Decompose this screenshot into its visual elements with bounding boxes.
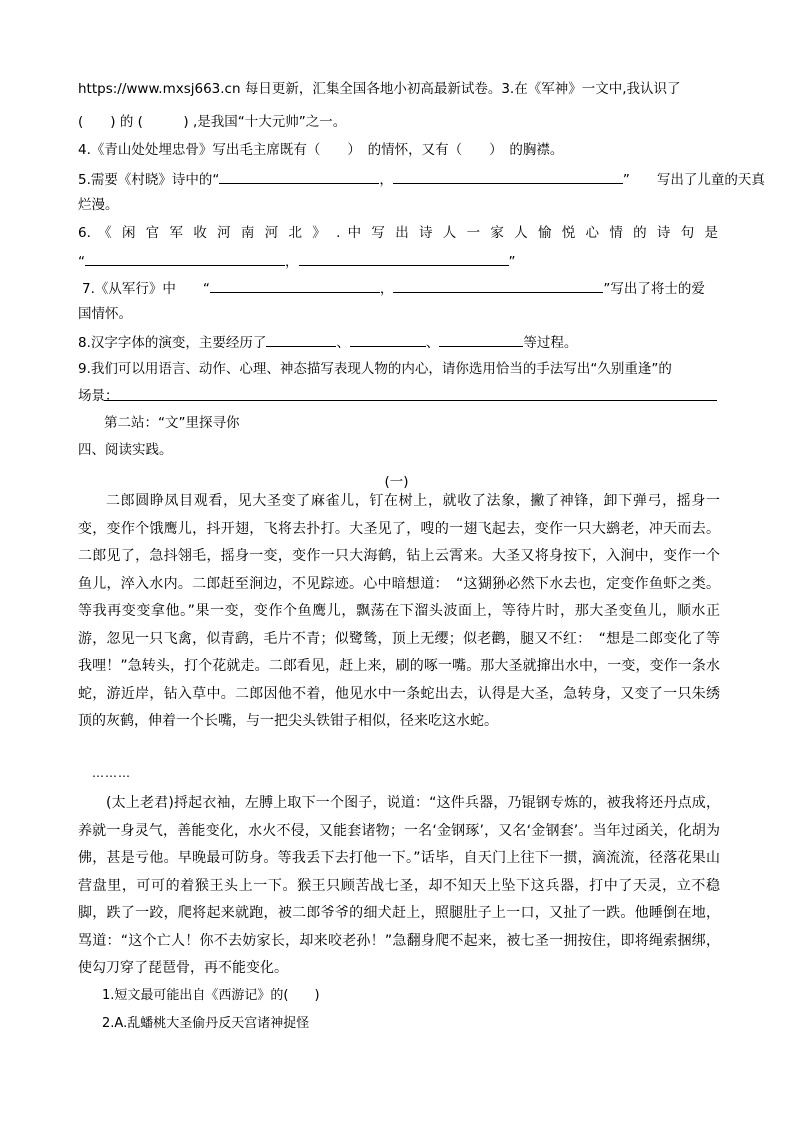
answer-blank[interactable]: [350, 332, 426, 347]
answer-blank[interactable]: [439, 332, 523, 347]
q7-sep: ，: [379, 281, 394, 297]
answer-blank[interactable]: [393, 169, 623, 184]
question-9: 9.我们可以用语言、动作、心理、神态描写表现人物的内心，请你选用恰当的手法写出“久别重逢”的: [78, 361, 672, 377]
q8-sep1: 、: [336, 335, 350, 351]
q7-prefix: 7.《从军行》中 “: [82, 281, 210, 297]
answer-blank[interactable]: [219, 169, 379, 184]
q6-close: ”: [508, 254, 516, 270]
answer-blank[interactable]: [266, 332, 336, 347]
answer-blank[interactable]: [85, 251, 285, 266]
passage-paragraph-1: 二郎圆睁凤目观看，见大圣变了麻雀儿，钉在树上，就收了法象，撇了神锋，卸下弹弓，摇身一变，变作个饿鹰儿，抖开翅，飞将去扑打。大圣见了，嗖的一翅飞起去，变作一只大鹚老，冲天而去。二郎见了，急抖翎毛，摇身一变，变作一只大海鹤，钻上云霄来。大圣又将身按下，入涧中，变作一个鱼儿，淬入水内。二郎赶至涧边，不见踪迹。心中暗想道： “这猢狲必然下水去也，定变作鱼虾之类。等我再变变拿他。”果一变，变作个鱼鹰儿，飘荡在下溜头波面上，等待片时，那大圣变鱼儿，顺水正游，忽见一只飞禽，似青鹞，毛片不青；似鹭鸶，顶上无缨；似老鹳，腿又不红： “想是二郎变化了等我哩！”急转头，打个花就走。二郎看见，赶上来，刷的啄一嘴。那大圣就撺出水中，一变，变作一条水蛇，游近岸，钻入草中。二郎因他不着，他见水中一条蛇出去，认得是大圣，急转身，又变了一只朱绣顶的灰鹤，伸着一个长嘴，与一把尖头铁钳子相似，径来吃这水蛇。: [78, 493, 720, 729]
answer-blank[interactable]: [393, 278, 603, 293]
question-5: [78, 169, 765, 189]
q5-prefix: 5.需要《村晓》诗中的“: [78, 172, 220, 188]
q6-open: “: [78, 254, 85, 270]
passage-title: (一): [384, 474, 409, 490]
q5-sep: ，: [379, 172, 393, 188]
ellipsis: ………: [92, 766, 131, 780]
q8-prefix: 8.汉字字体的演变，主要经历了: [78, 335, 267, 351]
question-7-cont: 国情怀。: [78, 306, 132, 322]
answer-blank[interactable]: [210, 278, 380, 293]
station-heading: 第二站：“文”里探寻你: [104, 415, 240, 431]
section-heading: 四、阅读实践。: [78, 442, 173, 458]
question-7: [82, 278, 705, 298]
reading-question-1: 1.短文最可能出自《西游记》的( ): [102, 988, 320, 1003]
header-line: https://www.mxsj663.cn 每日更新，汇集全国各地小初高最新试卷。3.在《军神》一文中,我认识了: [78, 81, 681, 97]
reading-question-2: 2.A.乱蟠桃大圣偷丹反天宫诸神捉怪: [102, 1016, 310, 1031]
answer-blank[interactable]: [299, 251, 509, 266]
question-3-continued: ( ) 的 ( ) ,是我国“十大元帅”之一。: [78, 114, 347, 130]
question-5-cont: 烂漫。: [78, 197, 119, 213]
question-4: 4.《青山处处埋忠骨》写出毛主席既有（ ） 的情怀，又有（ ） 的胸襟。: [78, 142, 564, 158]
answer-line[interactable]: [104, 400, 717, 401]
q5-suffix: ” 写出了儿童的天真: [622, 172, 765, 188]
q7-suffix: ”写出了将士的爱: [603, 281, 705, 297]
q8-sep2: 、: [425, 335, 440, 351]
q8-suffix: 等过程。: [523, 335, 578, 351]
question-8: [78, 332, 577, 352]
question-6-blanks: [78, 251, 516, 271]
passage-paragraph-2: (太上老君)捋起衣袖，左膊上取下一个图子，说道：“这件兵器，乃锟钢专炼的，被我将还丹点成，养就一身灵气，善能变化，水火不侵，又能套诸物；一名‘金钢琢’，又名‘金钢套’。当年过函关，化胡为佛，甚是亏他。早晚最可防身。等我丢下去打他一下。”话毕，自天门上往下一掼，滴流流，径落花果山营盘里，可可的着猴王头上一下。猴王只顾苦战七圣，却不知天上坠下这兵器，打中了天灵，立不稳脚，跌了一跤，爬将起来就跑，被二郎爷爷的细犬赶上，照腿肚子上一口，又扯了一跌。他睡倒在地，骂道：“这个亡人！你不去妨家长，却来咬老孙！”急翻身爬不起来，被七圣一拥按住，即将绳索捆绑，使勾刀穿了琵琶骨，再不能变化。: [78, 795, 720, 976]
question-9-label: 场景：: [78, 388, 119, 404]
q6-sep: ，: [285, 254, 299, 270]
question-6: 6. 《 闲 官 军 收 河 南 河 北 》 . 中 写 出 诗 人 一 家 人 愉 悦 心 情 的 诗 句 是: [78, 225, 718, 241]
